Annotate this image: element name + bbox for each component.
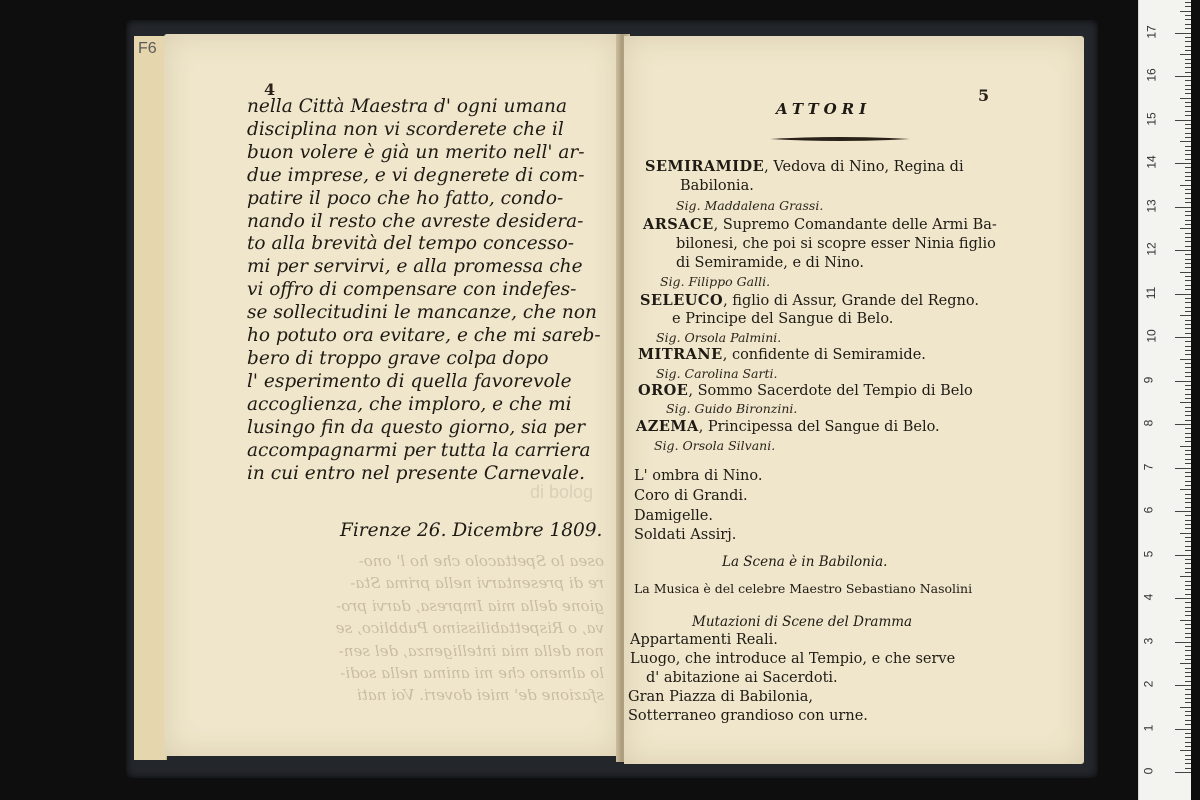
ruler-tick	[1175, 207, 1191, 208]
ruler-tick	[1185, 254, 1191, 255]
ruler-tick	[1185, 111, 1191, 112]
ruler-tick	[1185, 333, 1191, 334]
ruler-tick	[1185, 498, 1191, 499]
text-line: ho potuto ora evitare, e che mi sareb-	[247, 325, 601, 347]
ruler-tick	[1175, 381, 1191, 382]
ruler-tick	[1185, 180, 1191, 181]
ruler-tick	[1185, 220, 1191, 221]
ruler-tick	[1185, 15, 1191, 16]
ruler-number: 4	[1141, 593, 1156, 601]
ruler-tick	[1175, 33, 1191, 34]
bleed-line: non della mia intelligenza, del sen-	[338, 641, 604, 660]
text-line: to alla brevità del tempo concesso-	[247, 233, 575, 255]
role-name: OROE	[638, 382, 689, 399]
text-line: accoglienza, che imploro, e che mi	[247, 393, 572, 415]
ruler-tick	[1185, 172, 1191, 173]
ruler-tick	[1185, 146, 1191, 147]
left-page-number: 4	[264, 80, 276, 99]
ruler-tick	[1185, 481, 1191, 482]
text-line: bero di troppo grave colpa dopo	[247, 347, 549, 369]
ruler-tick	[1185, 285, 1191, 286]
ruler-tick	[1185, 585, 1191, 586]
ruler-tick	[1185, 520, 1191, 521]
ruler-tick	[1185, 354, 1191, 355]
ruler-tick	[1185, 494, 1191, 495]
ruler-tick	[1185, 367, 1191, 368]
ruler-tick	[1185, 24, 1191, 25]
ruler-tick	[1185, 720, 1191, 721]
ruler-tick	[1185, 324, 1191, 325]
ruler-tick	[1175, 555, 1191, 556]
ruler-tick	[1185, 737, 1191, 738]
ruler-tick	[1185, 420, 1191, 421]
ruler-tick	[1185, 233, 1191, 234]
singer-name: Sig. Maddalena Grassi.	[676, 198, 824, 213]
role-desc: , Supremo Comandante delle Armi Ba-	[713, 217, 997, 233]
ruler-tick	[1185, 472, 1191, 473]
singer-name: Sig. Orsola Palmini.	[656, 330, 782, 345]
ruler-tick	[1185, 650, 1191, 651]
bleed-line: sfazione de' miei doveri. Voi nati	[356, 686, 604, 705]
ruler-tick	[1185, 298, 1191, 299]
ruler-tick	[1185, 550, 1191, 551]
scene-item: Sotterraneo grandioso con urne.	[628, 708, 868, 724]
ruler-number: 2	[1141, 680, 1156, 688]
ruler-tick	[1185, 702, 1191, 703]
ruler-tick	[1185, 133, 1191, 134]
ruler-tick	[1185, 341, 1191, 342]
cast-entry-seleuco	[640, 292, 979, 309]
ruler-tick	[1185, 755, 1191, 756]
ruler-tick	[1180, 533, 1191, 534]
ruler-tick	[1175, 76, 1191, 77]
ruler-tick	[1180, 707, 1191, 708]
ruler-tick	[1185, 246, 1191, 247]
ruler-tick	[1180, 750, 1191, 751]
ruler-tick	[1185, 72, 1191, 73]
ruler-tick	[1175, 685, 1191, 686]
ruler-tick	[1185, 633, 1191, 634]
ruler-tick	[1185, 628, 1191, 629]
ruler-number: 10	[1144, 329, 1159, 343]
ruler-number: 8	[1141, 419, 1156, 427]
ruler-tick	[1185, 307, 1191, 308]
ruler-number: 11	[1144, 286, 1159, 299]
ruler-tick	[1185, 733, 1191, 734]
ruler-tick	[1185, 524, 1191, 525]
text-line: nando il resto che avreste desidera-	[247, 210, 584, 232]
ruler-tick	[1175, 250, 1191, 251]
ruler-tick	[1185, 372, 1191, 373]
text-line: vi offro di compensare con indefes-	[247, 279, 577, 301]
ruler-tick	[1180, 620, 1191, 621]
ruler-tick	[1185, 350, 1191, 351]
ruler-tick	[1185, 237, 1191, 238]
ruler-tick	[1185, 624, 1191, 625]
ruler-tick	[1185, 2, 1191, 3]
text-line: mi per servirvi, e alla promessa che	[247, 256, 583, 278]
ruler-tick	[1175, 642, 1191, 643]
ruler-tick	[1185, 415, 1191, 416]
ruler-tick	[1180, 54, 1191, 55]
ruler-tick	[1185, 115, 1191, 116]
ruler-tick	[1185, 211, 1191, 212]
ruler-tick	[1185, 672, 1191, 673]
ruler-tick	[1180, 141, 1191, 142]
ruler-tick	[1185, 167, 1191, 168]
ruler-tick	[1185, 450, 1191, 451]
ruler-tick	[1175, 424, 1191, 425]
text-line: lusingo fin da questo giorno, sia per	[247, 416, 586, 438]
text-line: due imprese, e vi degnerete di com-	[247, 164, 585, 186]
ruler-tick	[1185, 46, 1191, 47]
ruler-tick	[1180, 446, 1191, 447]
ruler-tick	[1185, 106, 1191, 107]
ruler-tick	[1185, 376, 1191, 377]
ruler-tick	[1185, 459, 1191, 460]
ruler-tick	[1185, 724, 1191, 725]
ruler-tick	[1185, 537, 1191, 538]
ruler-tick	[1185, 215, 1191, 216]
ruler-tick	[1175, 511, 1191, 512]
ruler-tick	[1185, 711, 1191, 712]
ruler-tick	[1185, 137, 1191, 138]
scene-location-note: La Scena è in Babilonia.	[722, 554, 888, 570]
ruler-tick	[1175, 163, 1191, 164]
role-desc: , Vedova di Nino, Regina di	[764, 159, 964, 175]
ornament-rule	[770, 136, 910, 142]
ruler-tick	[1185, 485, 1191, 486]
ruler-tick	[1180, 359, 1191, 360]
ruler-tick	[1185, 189, 1191, 190]
ruler-tick	[1185, 559, 1191, 560]
ruler-tick	[1185, 581, 1191, 582]
ruler-number: 0	[1141, 767, 1156, 775]
ruler-tick	[1180, 315, 1191, 316]
ruler-tick	[1175, 772, 1191, 773]
ruler-number: 13	[1144, 198, 1159, 213]
ruler-number: 5	[1141, 550, 1156, 557]
ruler-tick	[1185, 19, 1191, 20]
ruler-tick	[1185, 224, 1191, 225]
role-desc-cont: Babilonia.	[680, 178, 754, 194]
role-desc-cont: e Principe del Sangue di Belo.	[672, 311, 894, 327]
ruler-tick	[1185, 594, 1191, 595]
bleed-line: osea lo Spettacolo che ho l' ono-	[358, 552, 604, 570]
ruler-tick	[1185, 302, 1191, 303]
scene-item: d' abitazione ai Sacerdoti.	[646, 670, 838, 686]
ruler-tick	[1185, 28, 1191, 29]
left-body-text	[247, 96, 617, 485]
ruler-tick	[1180, 663, 1191, 664]
ruler-tick	[1185, 346, 1191, 347]
text-line: disciplina non vi scorderete che il	[247, 118, 564, 140]
bleed-line: re di presentarvi nella prima Sta-	[350, 574, 604, 593]
ruler-tick	[1185, 6, 1191, 7]
ruler-tick	[1185, 89, 1191, 90]
ruler-tick	[1185, 124, 1191, 125]
scene-item: Gran Piazza di Babilonia,	[628, 689, 814, 705]
attori-heading: ATTORI	[776, 100, 872, 118]
ruler-tick	[1185, 128, 1191, 129]
ruler-tick	[1185, 746, 1191, 747]
text-line: se sollecitudini le mancanze, che non	[247, 302, 597, 324]
ruler-tick	[1185, 676, 1191, 677]
cast-entry-semiramide	[645, 158, 964, 175]
extra-role: Soldati Assirj.	[634, 527, 737, 543]
ruler-tick	[1185, 541, 1191, 542]
ruler-tick	[1185, 668, 1191, 669]
ruler-tick	[1185, 528, 1191, 529]
ruler-tick	[1185, 689, 1191, 690]
ruler-tick	[1185, 241, 1191, 242]
back-tab-label: F6	[138, 40, 157, 57]
right-page-number: 5	[978, 86, 990, 105]
ruler-tick	[1185, 742, 1191, 743]
ruler-number: 17	[1144, 24, 1159, 39]
ruler-tick	[1185, 602, 1191, 603]
ruler-tick	[1185, 80, 1191, 81]
ruler-tick	[1185, 507, 1191, 508]
singer-name: Sig. Orsola Silvani.	[654, 438, 776, 453]
extra-role: L' ombra di Nino.	[634, 468, 763, 484]
scene-item: Luogo, che introduce al Tempio, e che serve	[630, 651, 956, 667]
ruler-tick	[1185, 398, 1191, 399]
ruler-tick	[1185, 589, 1191, 590]
measurement-ruler	[1138, 0, 1191, 800]
role-desc: , Principessa del Sangue di Belo.	[698, 419, 940, 435]
ruler-tick	[1185, 150, 1191, 151]
role-desc: , confidente di Semiramide.	[722, 347, 926, 363]
singer-name: Sig. Guido Bironzini.	[666, 401, 798, 416]
ruler-tick	[1180, 402, 1191, 403]
ruler-tick	[1185, 289, 1191, 290]
role-name: MITRANE	[638, 346, 723, 363]
cast-entry-arsace	[643, 216, 997, 233]
role-name: AZEMA	[636, 418, 699, 435]
bleed-through-text	[234, 550, 604, 707]
ruler-tick	[1185, 159, 1191, 160]
ruler-tick	[1185, 437, 1191, 438]
ruler-number: 9	[1141, 376, 1156, 383]
ruler-tick	[1185, 568, 1191, 569]
ruler-number: 14	[1144, 155, 1159, 169]
ruler-tick	[1185, 280, 1191, 281]
text-line: accompagnarmi per tutta la carriera	[247, 439, 591, 461]
ruler-tick	[1175, 120, 1191, 121]
ruler-tick	[1185, 572, 1191, 573]
ruler-tick	[1175, 729, 1191, 730]
ruler-tick	[1185, 385, 1191, 386]
signoff-date: Firenze 26. Dicembre 1809.	[340, 520, 603, 541]
ruler-tick	[1180, 489, 1191, 490]
ruler-tick	[1185, 67, 1191, 68]
text-line: in cui entro nel presente Carnevale.	[247, 462, 585, 484]
ruler-tick	[1185, 637, 1191, 638]
ruler-tick	[1185, 694, 1191, 695]
role-name: SELEUCO	[640, 292, 724, 309]
ruler-number: 3	[1141, 637, 1156, 644]
extra-role: Damigelle.	[634, 508, 713, 524]
scene-item: Appartamenti Reali.	[630, 632, 778, 648]
ruler-tick	[1185, 37, 1191, 38]
library-watermark: di bolog	[530, 482, 594, 502]
singer-name: Sig. Carolina Sarti.	[656, 366, 778, 381]
ruler-tick	[1185, 154, 1191, 155]
cast-entry-mitrane	[638, 346, 926, 363]
ruler-number: 16	[1144, 68, 1159, 82]
ruler-tick	[1185, 698, 1191, 699]
ruler-tick	[1175, 598, 1191, 599]
ruler-tick	[1185, 276, 1191, 277]
ruler-tick	[1185, 267, 1191, 268]
ruler-tick	[1180, 11, 1191, 12]
role-desc: , Sommo Sacerdote del Tempio di Belo	[688, 383, 973, 399]
ruler-tick	[1185, 611, 1191, 612]
ruler-tick	[1185, 759, 1191, 760]
extra-role: Coro di Grandi.	[634, 488, 748, 504]
text-line: l' esperimento di quella favorevole	[247, 370, 572, 392]
bleed-line: lo almeno che mi anima nella sodi-	[340, 664, 604, 683]
role-name: ARSACE	[643, 216, 714, 233]
back-board-tab	[134, 36, 167, 760]
ruler-tick	[1185, 715, 1191, 716]
ruler-tick	[1185, 454, 1191, 455]
ruler-tick	[1185, 263, 1191, 264]
ruler-tick	[1185, 768, 1191, 769]
ruler-number: 12	[1144, 242, 1159, 256]
role-desc: , figlio di Assur, Grande del Regno.	[723, 293, 979, 309]
ruler-tick	[1185, 546, 1191, 547]
ruler-tick	[1185, 411, 1191, 412]
ruler-number: 1	[1141, 724, 1156, 731]
ruler-tick	[1185, 259, 1191, 260]
ruler-tick	[1185, 655, 1191, 656]
music-credit: La Musica è del celebre Maestro Sebastiano Nasolini	[634, 581, 973, 596]
ruler-tick	[1185, 763, 1191, 764]
role-desc-cont: bilonesi, che poi si scopre esser Ninia figlio	[676, 236, 996, 252]
ruler-tick	[1185, 363, 1191, 364]
bleed-line: gione della mia Impresa, darvi pro-	[336, 596, 604, 615]
ruler-tick	[1185, 607, 1191, 608]
ruler-tick	[1185, 50, 1191, 51]
ruler-tick	[1185, 198, 1191, 199]
ruler-tick	[1180, 576, 1191, 577]
ruler-tick	[1180, 272, 1191, 273]
ruler-tick	[1185, 63, 1191, 64]
ruler-tick	[1185, 502, 1191, 503]
ruler-tick	[1185, 615, 1191, 616]
ruler-tick	[1185, 102, 1191, 103]
ruler-tick	[1180, 185, 1191, 186]
ruler-tick	[1175, 468, 1191, 469]
ruler-tick	[1185, 563, 1191, 564]
ruler-tick	[1180, 228, 1191, 229]
ruler-tick	[1185, 328, 1191, 329]
ruler-number: 15	[1144, 111, 1159, 126]
ruler-number: 6	[1141, 506, 1156, 514]
ruler-tick	[1185, 476, 1191, 477]
ruler-tick	[1185, 407, 1191, 408]
ruler-tick	[1185, 93, 1191, 94]
text-line: nella Città Maestra d' ogni umana	[247, 96, 567, 117]
ruler-tick	[1180, 98, 1191, 99]
cast-entry-oroe	[638, 382, 973, 399]
ruler-tick	[1185, 659, 1191, 660]
ruler-tick	[1185, 193, 1191, 194]
ruler-tick	[1185, 433, 1191, 434]
ruler-tick	[1185, 394, 1191, 395]
role-desc-cont: di Semiramide, e di Nino.	[676, 255, 864, 271]
ruler-tick	[1185, 463, 1191, 464]
ruler-tick	[1185, 646, 1191, 647]
ruler-tick	[1185, 389, 1191, 390]
singer-name: Sig. Filippo Galli.	[660, 274, 771, 289]
ruler-tick	[1185, 59, 1191, 60]
ruler-tick	[1185, 320, 1191, 321]
ruler-tick	[1185, 441, 1191, 442]
ruler-tick	[1185, 41, 1191, 42]
ruler-number: 7	[1141, 463, 1156, 470]
ruler-tick	[1185, 515, 1191, 516]
ruler-tick	[1185, 428, 1191, 429]
ruler-tick	[1185, 85, 1191, 86]
role-name: SEMIRAMIDE	[645, 158, 765, 175]
ruler-tick	[1185, 202, 1191, 203]
ruler-tick	[1175, 294, 1191, 295]
ruler-tick	[1175, 337, 1191, 338]
text-line: patire il poco che ho fatto, condo-	[247, 187, 564, 209]
text-line: buon volere è già un merito nell' ar-	[247, 141, 585, 163]
ruler-tick	[1185, 176, 1191, 177]
bleed-line: va, o Rispettabilissimo Pubblico, se	[335, 619, 604, 638]
ruler-tick	[1185, 681, 1191, 682]
mutazioni-heading: Mutazioni di Scene del Dramma	[692, 614, 913, 630]
ruler-tick	[1185, 311, 1191, 312]
cast-entry-azema	[636, 418, 940, 435]
